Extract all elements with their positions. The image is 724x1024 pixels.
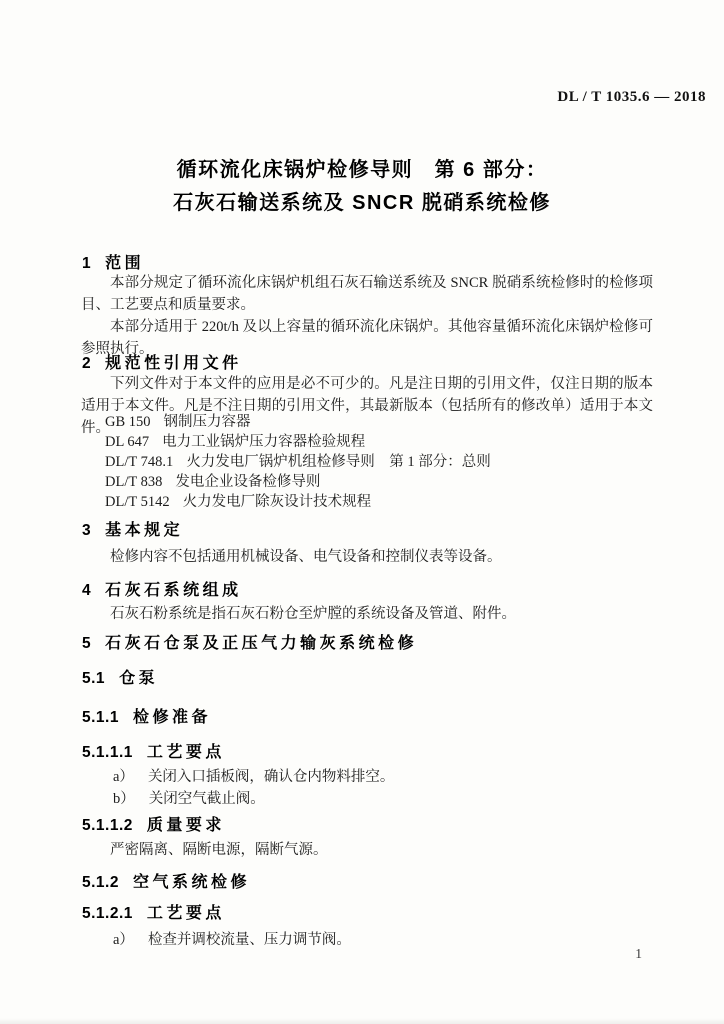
section-4-number: 4 — [82, 582, 92, 599]
list-item-a — [113, 766, 653, 788]
clause-5-1-1-1-title: 工艺要点 — [146, 744, 225, 761]
reference-title: 火力发电厂除灰设计技术规程 — [182, 494, 372, 510]
section-1-title: 范围 — [105, 255, 145, 272]
clause-5-1-2-title: 空气系统检修 — [132, 874, 250, 891]
reference-code: GB 150 — [105, 414, 151, 430]
reference-code: DL 647 — [105, 434, 150, 450]
clause-5-1-1-title: 检修准备 — [132, 709, 211, 726]
reference-title: 火力发电厂锅炉机组检修导则 第 1 部分：总则 — [186, 454, 491, 470]
clause-5-1-2-number: 5.1.2 — [82, 874, 119, 891]
section-1-paragraph-2: 本部分适用于 220t/h 及以上容量的循环流化床锅炉。其他容量循环流化床锅炉检修可参照执行。 — [81, 319, 653, 357]
section-5-number: 5 — [82, 635, 92, 652]
section-2-heading — [82, 350, 242, 373]
section-4-title: 石灰石系统组成 — [105, 582, 242, 599]
clause-5-1-2-1-list — [113, 929, 653, 951]
section-1-paragraph-1: 本部分规定了循环流化床锅炉机组石灰石输送系统及 SNCR 脱硝系统检修时的检修项目、工艺要点和质量要求。 — [81, 275, 653, 313]
clause-5-1-1-1-heading — [82, 739, 225, 762]
list-text: 检查并调校流量、压力调节阀。 — [147, 932, 351, 948]
clause-5-1-1-2-heading — [82, 812, 225, 835]
clause-5-1-2-heading — [82, 869, 250, 892]
clause-5-1-1-1-number: 5.1.1.1 — [82, 744, 133, 761]
list-marker: b） — [113, 791, 135, 807]
clause-5-1-2-1-number: 5.1.2.1 — [82, 905, 133, 922]
section-5-title: 石灰石仓泵及正压气力输灰系统检修 — [105, 635, 418, 652]
doc-title-line-1: 循环流化床锅炉检修导则 第 6 部分： — [176, 159, 548, 181]
section-1-number: 1 — [82, 255, 92, 272]
reference-item — [105, 412, 665, 432]
section-2-title: 规范性引用文件 — [105, 355, 242, 372]
section-2-paragraph-1: 下列文件对于本文件的应用是必不可少的。凡是注日期的引用文件，仅注日期的版本适用于本文件。凡是不注日期的引用文件，其最新版本（包括所有的修改单）适用于本文件。 — [81, 376, 653, 436]
clause-5-1-2-1-title: 工艺要点 — [146, 905, 225, 922]
section-4-heading — [82, 577, 242, 600]
reference-item — [105, 432, 665, 452]
clause-5-1-2-1-heading — [82, 900, 225, 923]
section-3-number: 3 — [82, 522, 92, 539]
doc-standard-number: DL / T 1035.6 — 2018 — [557, 89, 706, 105]
clause-5-1-1-2-number: 5.1.1.2 — [82, 817, 133, 834]
section-4-paragraph-1: 石灰石粉系统是指石灰石粉仓至炉膛的系统设备及管道、附件。 — [110, 606, 516, 622]
clause-5-1-1-1-list — [113, 766, 653, 810]
section-3-title: 基本规定 — [105, 522, 184, 539]
section-2-number: 2 — [82, 355, 92, 372]
reference-title: 电力工业锅炉压力容器检验规程 — [162, 434, 366, 450]
reference-title: 钢制压力容器 — [163, 414, 251, 430]
clause-5-1-1-heading — [82, 704, 211, 727]
section-5-heading — [82, 630, 417, 653]
reference-code: DL/T 5142 — [105, 494, 170, 510]
reference-code: DL/T 748.1 — [105, 454, 174, 470]
list-text: 关闭空气截止阀。 — [148, 791, 265, 807]
clause-5-1-number: 5.1 — [82, 670, 106, 687]
reference-item — [105, 492, 665, 512]
list-item-b — [113, 788, 653, 810]
reference-item — [105, 452, 665, 472]
clause-5-1-1-2-title: 质量要求 — [146, 817, 225, 834]
list-marker: a） — [113, 932, 134, 948]
section-3-paragraph-1: 检修内容不包括通用机械设备、电气设备和控制仪表等设备。 — [110, 549, 502, 565]
list-item-a — [113, 929, 653, 951]
clause-5-1-heading — [82, 665, 158, 688]
clause-5-1-1-number: 5.1.1 — [82, 709, 119, 726]
list-marker: a） — [113, 769, 134, 785]
reference-item — [105, 472, 665, 492]
reference-code: DL/T 838 — [105, 474, 163, 490]
page-number: 1 — [635, 946, 642, 961]
list-text: 关闭入口插板阀，确认仓内物料排空。 — [147, 769, 395, 785]
reference-list — [105, 412, 665, 512]
doc-title-line-2: 石灰石输送系统及 SNCR 脱硝系统检修 — [173, 192, 551, 214]
clause-5-1-title: 仓泵 — [119, 670, 159, 687]
section-3-heading — [82, 517, 183, 540]
clause-5-1-1-2-paragraph: 严密隔离、隔断电源，隔断气源。 — [110, 842, 328, 858]
section-1-heading — [82, 250, 144, 273]
reference-title: 发电企业设备检修导则 — [175, 474, 321, 490]
